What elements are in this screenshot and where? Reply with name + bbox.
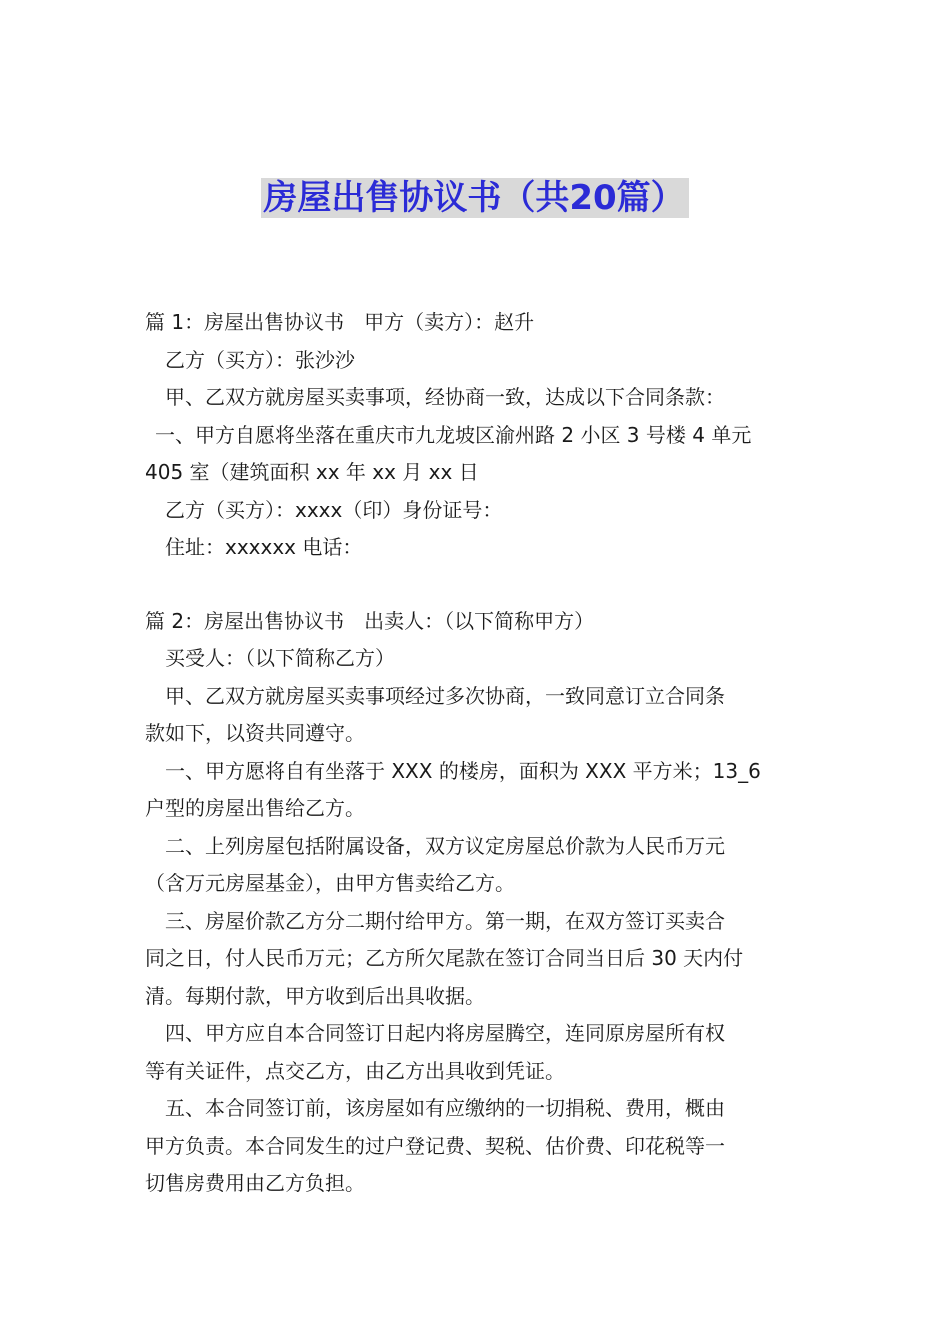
text-line: 户型的房屋出售给乙方。 <box>145 796 365 820</box>
text-line: 一、甲方自愿将坐落在重庆市九龙坡区渝州路 2 小区 3 号楼 4 单元 <box>155 422 752 447</box>
text-line: 四、甲方应自本合同签订日起内将房屋腾空，连同原房屋所有权 <box>165 1021 725 1045</box>
document-body <box>145 304 810 1203</box>
text-line: 篇 1：房屋出售协议书 甲方（卖方）：赵升 <box>145 310 535 334</box>
text-line: 二、上列房屋包括附属设备，双方议定房屋总价款为人民币万元 <box>165 833 725 858</box>
text-line: 买受人：（以下简称乙方） <box>165 646 395 670</box>
text-line: 甲、乙双方就房屋买卖事项，经协商一致，达成以下合同条款： <box>165 385 725 409</box>
text-line: 甲、乙双方就房屋买卖事项经过多次协商，一致同意订立合同条 <box>165 683 725 708</box>
text-line: 等有关证件，点交乙方，由乙方出具收到凭证。 <box>145 1058 565 1083</box>
text-line: 切售房费用由乙方负担。 <box>145 1171 365 1195</box>
text-line: 一、甲方愿将自有坐落于 XXX 的楼房，面积为 XXX 平方米；13_6 <box>165 758 761 783</box>
text-line: 清。每期付款，甲方收到后出具收据。 <box>145 983 485 1008</box>
text-line: （含万元房屋基金），由甲方售卖给乙方。 <box>145 871 515 895</box>
text-line: 同之日，付人民币万元；乙方所欠尾款在签订合同当日后 30 天内付 <box>145 946 744 970</box>
text-line: 乙方（买方）：张沙沙 <box>165 347 355 372</box>
text-line: 三、房屋价款乙方分二期付给甲方。第一期，在双方签订买卖合 <box>165 908 725 933</box>
text-line: 乙方（买方）：xxxx（印）身份证号： <box>165 497 503 522</box>
text-line: 405 室（建筑面积 xx 年 xx 月 xx 日 <box>145 460 479 484</box>
text-line: 甲方负责。本合同发生的过户登记费、契税、估价费、印花税等一 <box>145 1133 725 1158</box>
document-title: 房屋出售协议书（共20篇） <box>261 178 688 218</box>
title-container <box>0 178 950 218</box>
text-line: 五、本合同签订前，该房屋如有应缴纳的一切捐税、费用，概由 <box>165 1096 725 1120</box>
paragraph-gap <box>145 567 810 603</box>
text-line: 款如下，以资共同遵守。 <box>145 721 365 745</box>
text-line: 住址：xxxxxx 电话： <box>165 535 363 559</box>
text-line: 篇 2：房屋出售协议书 出卖人：（以下简称甲方） <box>145 608 595 633</box>
